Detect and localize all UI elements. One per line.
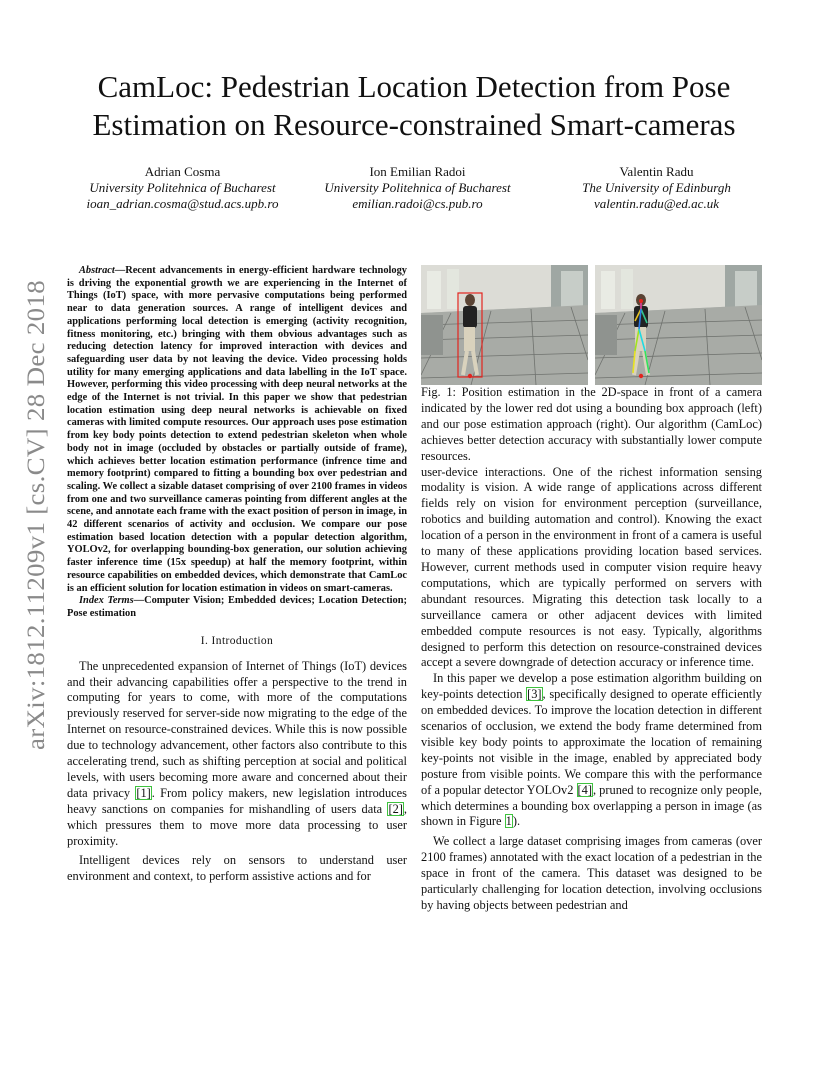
figure-1-caption: Fig. 1: Position estimation in the 2D-space in front of a camera indicated by the lower red dot using a bounding box approach (left) and our pose estimation approach (right). Our algorithm (CamLoc) achieves better detection accuracy with substantially lower compute resources. <box>421 385 762 463</box>
citation-link[interactable]: [4] <box>577 782 592 797</box>
author-affiliation: The University of Edinburgh <box>582 180 731 195</box>
arxiv-identifier <box>22 280 52 750</box>
index-terms-label: Index Terms <box>79 595 134 607</box>
citation-link[interactable]: [1] <box>136 785 151 800</box>
pose-estimation-photo <box>595 265 762 385</box>
author-name: Ion Emilian Radoi <box>369 164 466 179</box>
text-run: , pruned to recognize only people, which determines a bounding box overlapping a person in image (as shown in Figure <box>421 782 763 829</box>
intro-paragraph-1 <box>67 659 407 850</box>
right-column <box>421 265 762 914</box>
author-name: Valentin Radu <box>619 164 694 179</box>
author-email: ioan_adrian.cosma@stud.acs.upb.ro <box>86 196 279 211</box>
right-paragraph-3: We collect a large dataset comprising images from cameras (over 2100 frames) annotated with the exact location of a pedestrian in the space in front of the camera. This dataset was designed to be particularly challenging for location detection, involving occlusions by having objects between pedestrian and <box>421 834 762 912</box>
index-terms-text: —Computer Vision; Embedded devices; Location Detection; Pose estimation <box>67 595 407 619</box>
text-run: ). <box>512 814 521 829</box>
author-affiliation: University Politehnica of Bucharest <box>324 180 511 195</box>
bounding-box-photo <box>421 265 588 385</box>
section-heading-introduction: I. Introduction <box>200 634 274 647</box>
citation-link[interactable]: [3] <box>527 687 542 702</box>
text-run: , specifically designed to operate efficiently on embedded devices. To improve the location detection in different scenarios of occlusion, we extend the body frame determined from visible key body points to approximate the location of remaining key-points not visible in the image, enabled by appreciated body posture from visible points. We compare this with the performance of a popular detector YOLOv2 <box>421 687 762 797</box>
paper-title <box>60 68 768 144</box>
left-column <box>67 265 407 885</box>
text-run: In this paper we develop a pose estimation algorithm building on key-points detection <box>421 671 762 702</box>
text-run: , which pressures them to move more data processing to user proximity. <box>67 801 407 848</box>
abstract <box>67 265 407 595</box>
author-1 <box>70 164 295 212</box>
text-run: The unprecedented expansion of Internet of Things (IoT) devices and their advancing capabilities offer a perspective to the trend in computing for years to come, with more of the computations previously reserved for server-side now migrating to the edge of the Internet on resource-constrained devices. While this is now possible due to technology advancement, other factors also contribute to this accelerating trend, such as shifting perception at social and political levels, with users becoming more aware and concerned about their data privacy <box>67 658 407 800</box>
author-2 <box>305 164 530 212</box>
intro-paragraph-2: Intelligent devices rely on sensors to understand user environment and context, to perform assistive actions and for <box>67 853 407 884</box>
citation-link[interactable]: [2] <box>388 801 403 816</box>
figure-link[interactable]: 1 <box>505 814 512 829</box>
author-email: valentin.radu@ed.ac.uk <box>594 196 719 211</box>
abstract-label: Abstract <box>79 265 115 276</box>
arxiv-id-text: arXiv:1812.11209v1 [cs.CV] 28 Dec 2018 <box>23 313 50 750</box>
title-line-2: Estimation on Resource-constrained Smart-cameras <box>92 107 736 142</box>
right-paragraph-1: user-device interactions. One of the richest information sensing modality is vision. A wide range of applications across different fields rely on vision for environment perception (surveillance, robotics and building automation and control). Knowing the exact location of a person in the environment in front of a camera is useful to many of these applications providing location based services. However, current methods used in computer vision require heavy computations, which are typically performed on servers with abundant resources. Migrating this detection task locally to a surveillance camera or other adjacent devices with limited embedded compute resources is not easy. Typically, algorithms designed to perform this detection on resource-constrained devices accept a severe downgrade of detection accuracy or inference time. <box>421 464 762 670</box>
index-terms <box>67 595 407 620</box>
author-3 <box>544 164 769 212</box>
title-line-1: CamLoc: Pedestrian Location Detection from Pose <box>97 69 731 104</box>
right-paragraph-2 <box>421 671 762 830</box>
author-affiliation: University Politehnica of Bucharest <box>89 180 276 195</box>
author-email: emilian.radoi@cs.pub.ro <box>352 196 483 211</box>
author-block <box>60 164 768 224</box>
author-name: Adrian Cosma <box>144 164 221 179</box>
abstract-text: —Recent advancements in energy-efficient hardware technology is driving the exponential growth we are experiencing in the Internet of Things (IoT) space, with more pervasive computations being performed near to data generation sources. A range of intelligent devices and applications performing local detection is emerging (activity recognition, fitness monitoring, etc.) bringing with them obvious advantages such as reducing detection latency for improved interaction with devices and safeguarding user data by not leaving the device. Video processing holds utility for many emerging applications and data labelling in the IoT space. However, performing this video processing with deep neural networks at the edge of the Internet is not trivial. In this paper we show that pedestrian location estimation using deep neural networks is achievable on fixed cameras with limited compute resources. Our approach uses pose estimation from key body points detection to extend pedestrian skeleton when whole body not in image (occluded by obstacles or partially outside of frame), which achieves better location estimation performance (infrence time and memory footprint) compared to fitting a bounding box over pedestrian and scaling. We collect a sizable dataset comprising of over 2100 frames in videos from one and two surveillance cameras pointing from different angles at the scene, and annotate each frame with the exact position of person in image, in 42 different scenarios of activity and occlusion. We compare our pose estimation based location detection with a popular detection algorithm, YOLOv2, for overlapping bounding-box generation, our solution achieving faster inference time (15x speedup) at half the memory footprint, within resource capabilities on embedded devices, which demonstrate that CamLoc is an efficient solution for location estimation in videos on smart-cameras. <box>67 265 407 594</box>
figure-1 <box>421 265 762 385</box>
text-run: . From policy makers, new legislation introduces heavy sanctions on companies for mishandling of users data <box>67 785 407 816</box>
